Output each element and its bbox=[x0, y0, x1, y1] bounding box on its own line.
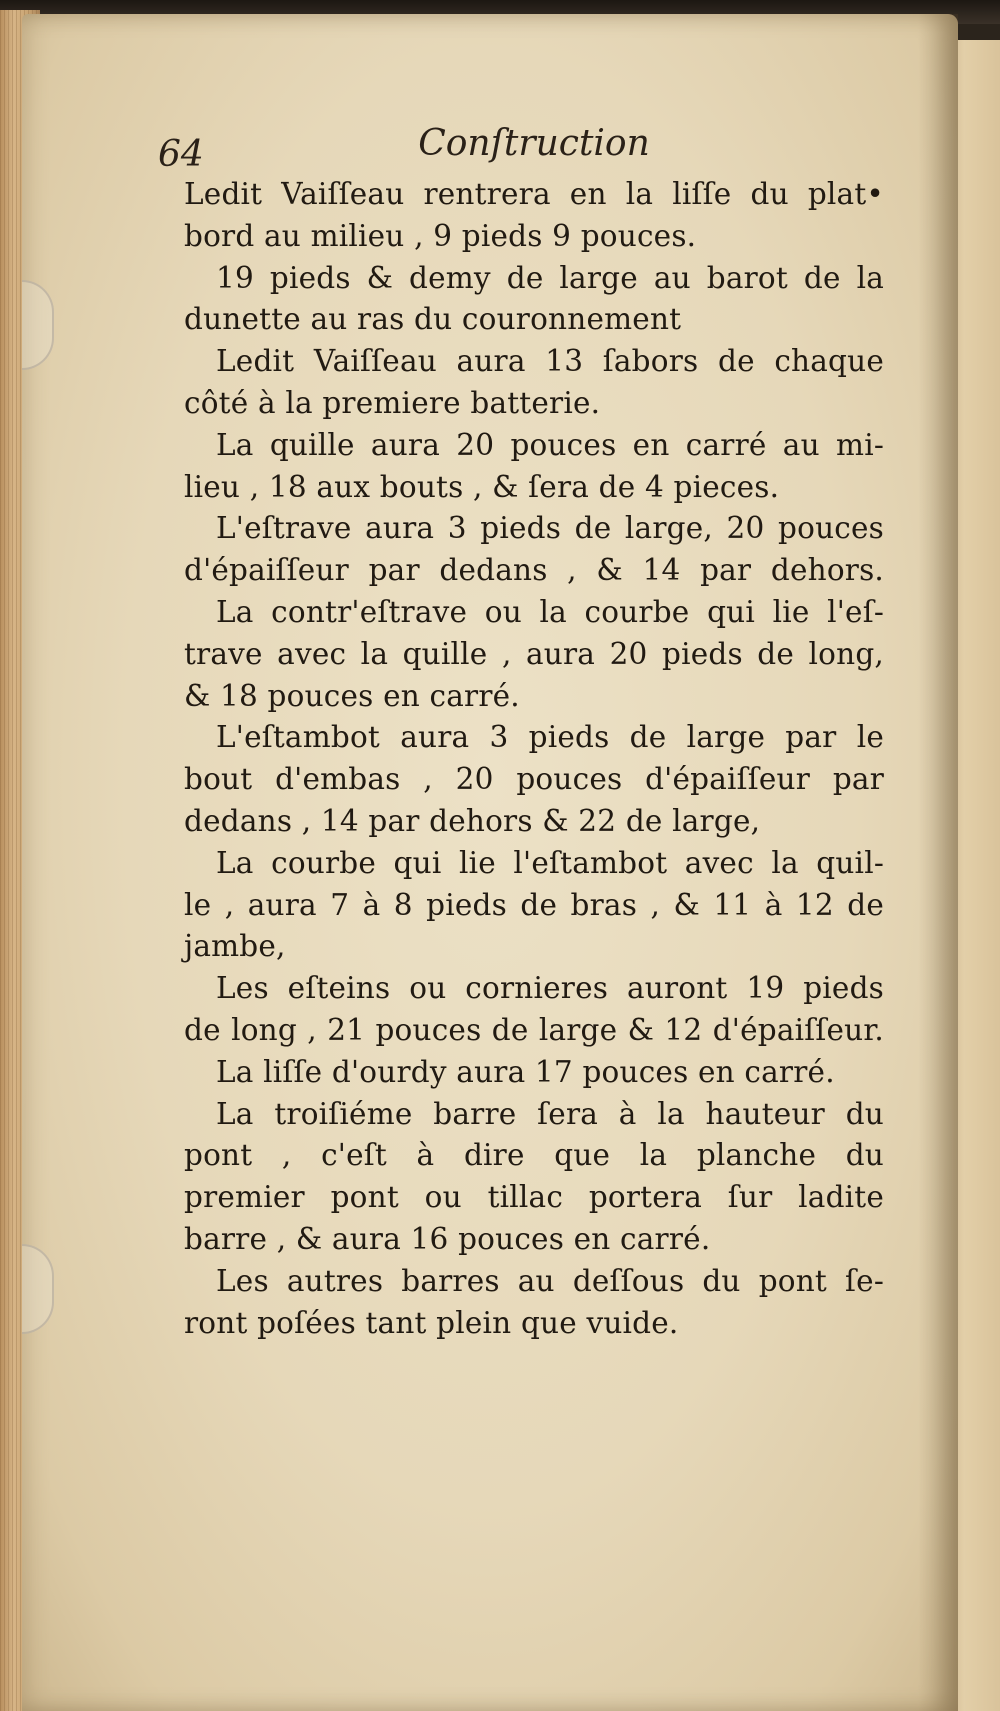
text-line: le , aura 7 à 8 pieds de bras , & 11 à 12 de bbox=[184, 887, 884, 922]
text-line: La courbe qui lie l'eſtambot avec la quil- bbox=[216, 845, 884, 880]
page-clip-top bbox=[22, 280, 54, 370]
text-line: La troiſiéme barre ſera à la hauteur du bbox=[216, 1096, 884, 1131]
body-text bbox=[184, 174, 884, 1344]
text-line: ront poſées tant plein que vuide. bbox=[184, 1305, 679, 1340]
text-line: Les eſteins ou cornieres auront 19 pieds bbox=[216, 971, 884, 1006]
text-line: L'eſtambot aura 3 pieds de large par le bbox=[216, 720, 884, 755]
text-line: dunette au ras du couronnement bbox=[184, 302, 682, 337]
page-clip-bottom bbox=[22, 1244, 54, 1334]
text-line: d'épaiſſeur par dedans , & 14 par dehors. bbox=[184, 553, 884, 588]
text-line: La quille aura 20 pouces en carré au mi- bbox=[216, 427, 884, 462]
page-number: 64 bbox=[158, 134, 204, 175]
text-line: La contr'eſtrave ou la courbe qui lie l'eſ- bbox=[216, 594, 884, 629]
text-line: dedans , 14 par dehors & 22 de large, bbox=[184, 803, 761, 838]
text-line: de long , 21 pouces de large & 12 d'épaiſſeur. bbox=[184, 1012, 884, 1047]
text-line: Les autres barres au deſſous du pont ſe- bbox=[216, 1263, 884, 1298]
text-line: L'eſtrave aura 3 pieds de large, 20 pouces bbox=[216, 511, 884, 546]
text-line: Ledit Vaiſſeau aura 13 ſabors de chaque bbox=[216, 344, 884, 379]
text-line: pont , c'eſt à dire que la planche du bbox=[184, 1138, 884, 1173]
text-line: bord au milieu , 9 pieds 9 pouces. bbox=[184, 218, 697, 253]
text-block bbox=[158, 120, 884, 1344]
text-line: jambe, bbox=[184, 929, 286, 964]
text-line: Ledit Vaiſſeau rentrera en la liſſe du plat• bbox=[184, 177, 884, 211]
text-line: bout d'embas , 20 pouces d'épaiſſeur par bbox=[184, 762, 884, 797]
text-line: 19 pieds & demy de large au barot de la bbox=[216, 260, 884, 295]
text-line: & 18 pouces en carré. bbox=[184, 678, 520, 713]
gutter-shadow bbox=[918, 14, 958, 1711]
text-line: trave avec la quille , aura 20 pieds de long, bbox=[184, 636, 884, 671]
text-line: côté à la premiere batterie. bbox=[184, 385, 601, 420]
text-line: premier pont ou tillac portera ſur ladite bbox=[184, 1180, 884, 1215]
text-line: lieu , 18 aux bouts , & ſera de 4 pieces. bbox=[184, 469, 780, 504]
text-line: La liſſe d'ourdy aura 17 pouces en carré. bbox=[216, 1054, 835, 1089]
running-head: Conſtruction bbox=[418, 123, 650, 164]
text-line: barre , & aura 16 pouces en carré. bbox=[184, 1221, 711, 1256]
